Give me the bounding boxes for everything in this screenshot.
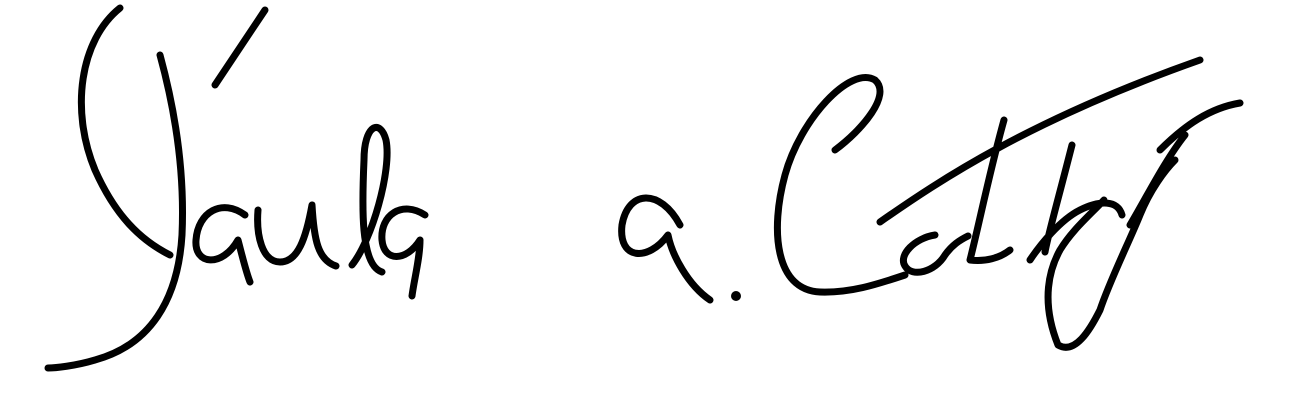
- signature-stroke-initial-a: [622, 198, 710, 300]
- signature-stroke-ortez: [880, 60, 1240, 347]
- signature-period: [731, 291, 741, 301]
- signature-stroke-C: [777, 77, 905, 292]
- signature-stroke-P-loop: [81, 8, 170, 255]
- signature-stroke-P-stem: [48, 10, 265, 368]
- signature-stroke-aula: [196, 127, 425, 296]
